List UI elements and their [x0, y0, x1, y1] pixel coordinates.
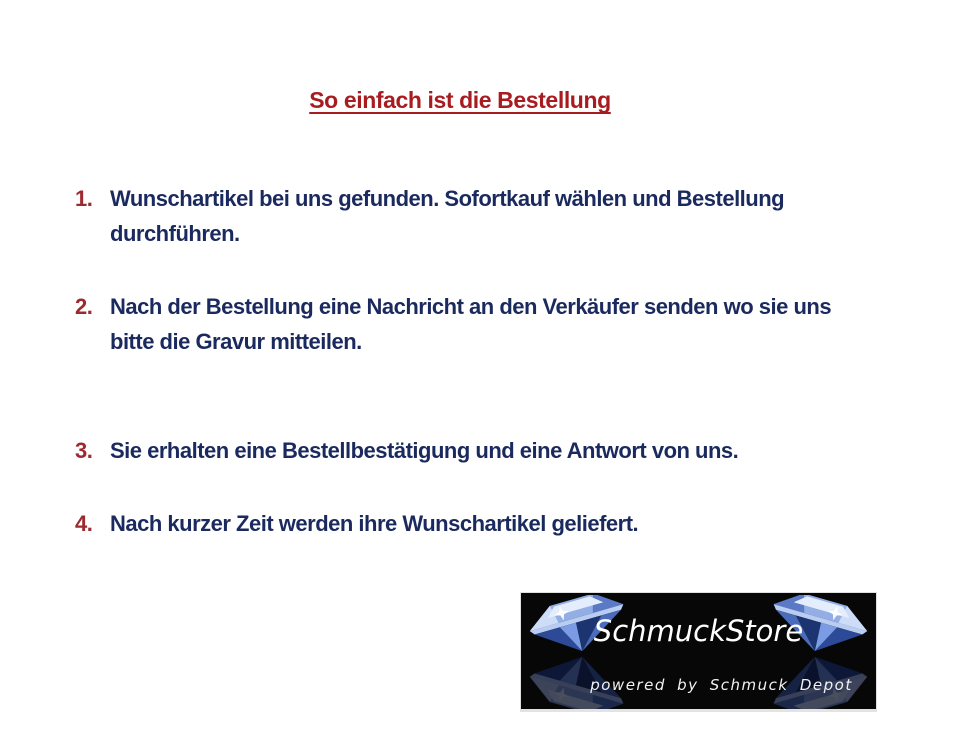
step-1-number: 1. [75, 186, 93, 211]
step-1 [75, 181, 784, 251]
page-title: So einfach ist die Bestellung [309, 87, 611, 114]
step-1-text: Wunschartikel bei uns gefunden. Sofortkauf wählen und Bestellung durchführen. [110, 186, 785, 246]
logo-brand-text: SchmuckStore [593, 614, 804, 648]
step-4 [75, 506, 638, 541]
logo-tagline-text: powered by Schmuck Depot [590, 676, 853, 694]
step-2-text: Nach der Bestellung eine Nachricht an den Verkäufer senden wo sie uns bitte die Gravur mitteilen. [110, 294, 832, 354]
schmuckstore-logo [520, 592, 877, 712]
step-4-text: Nach kurzer Zeit werden ihre Wunschartikel geliefert. [110, 511, 639, 536]
step-3-number: 3. [75, 438, 93, 463]
step-3-text: Sie erhalten eine Bestellbestätigung und eine Antwort von uns. [110, 438, 739, 463]
step-4-number: 4. [75, 511, 93, 536]
step-3 [75, 433, 738, 468]
step-2 [75, 289, 831, 359]
step-2-number: 2. [75, 294, 93, 319]
